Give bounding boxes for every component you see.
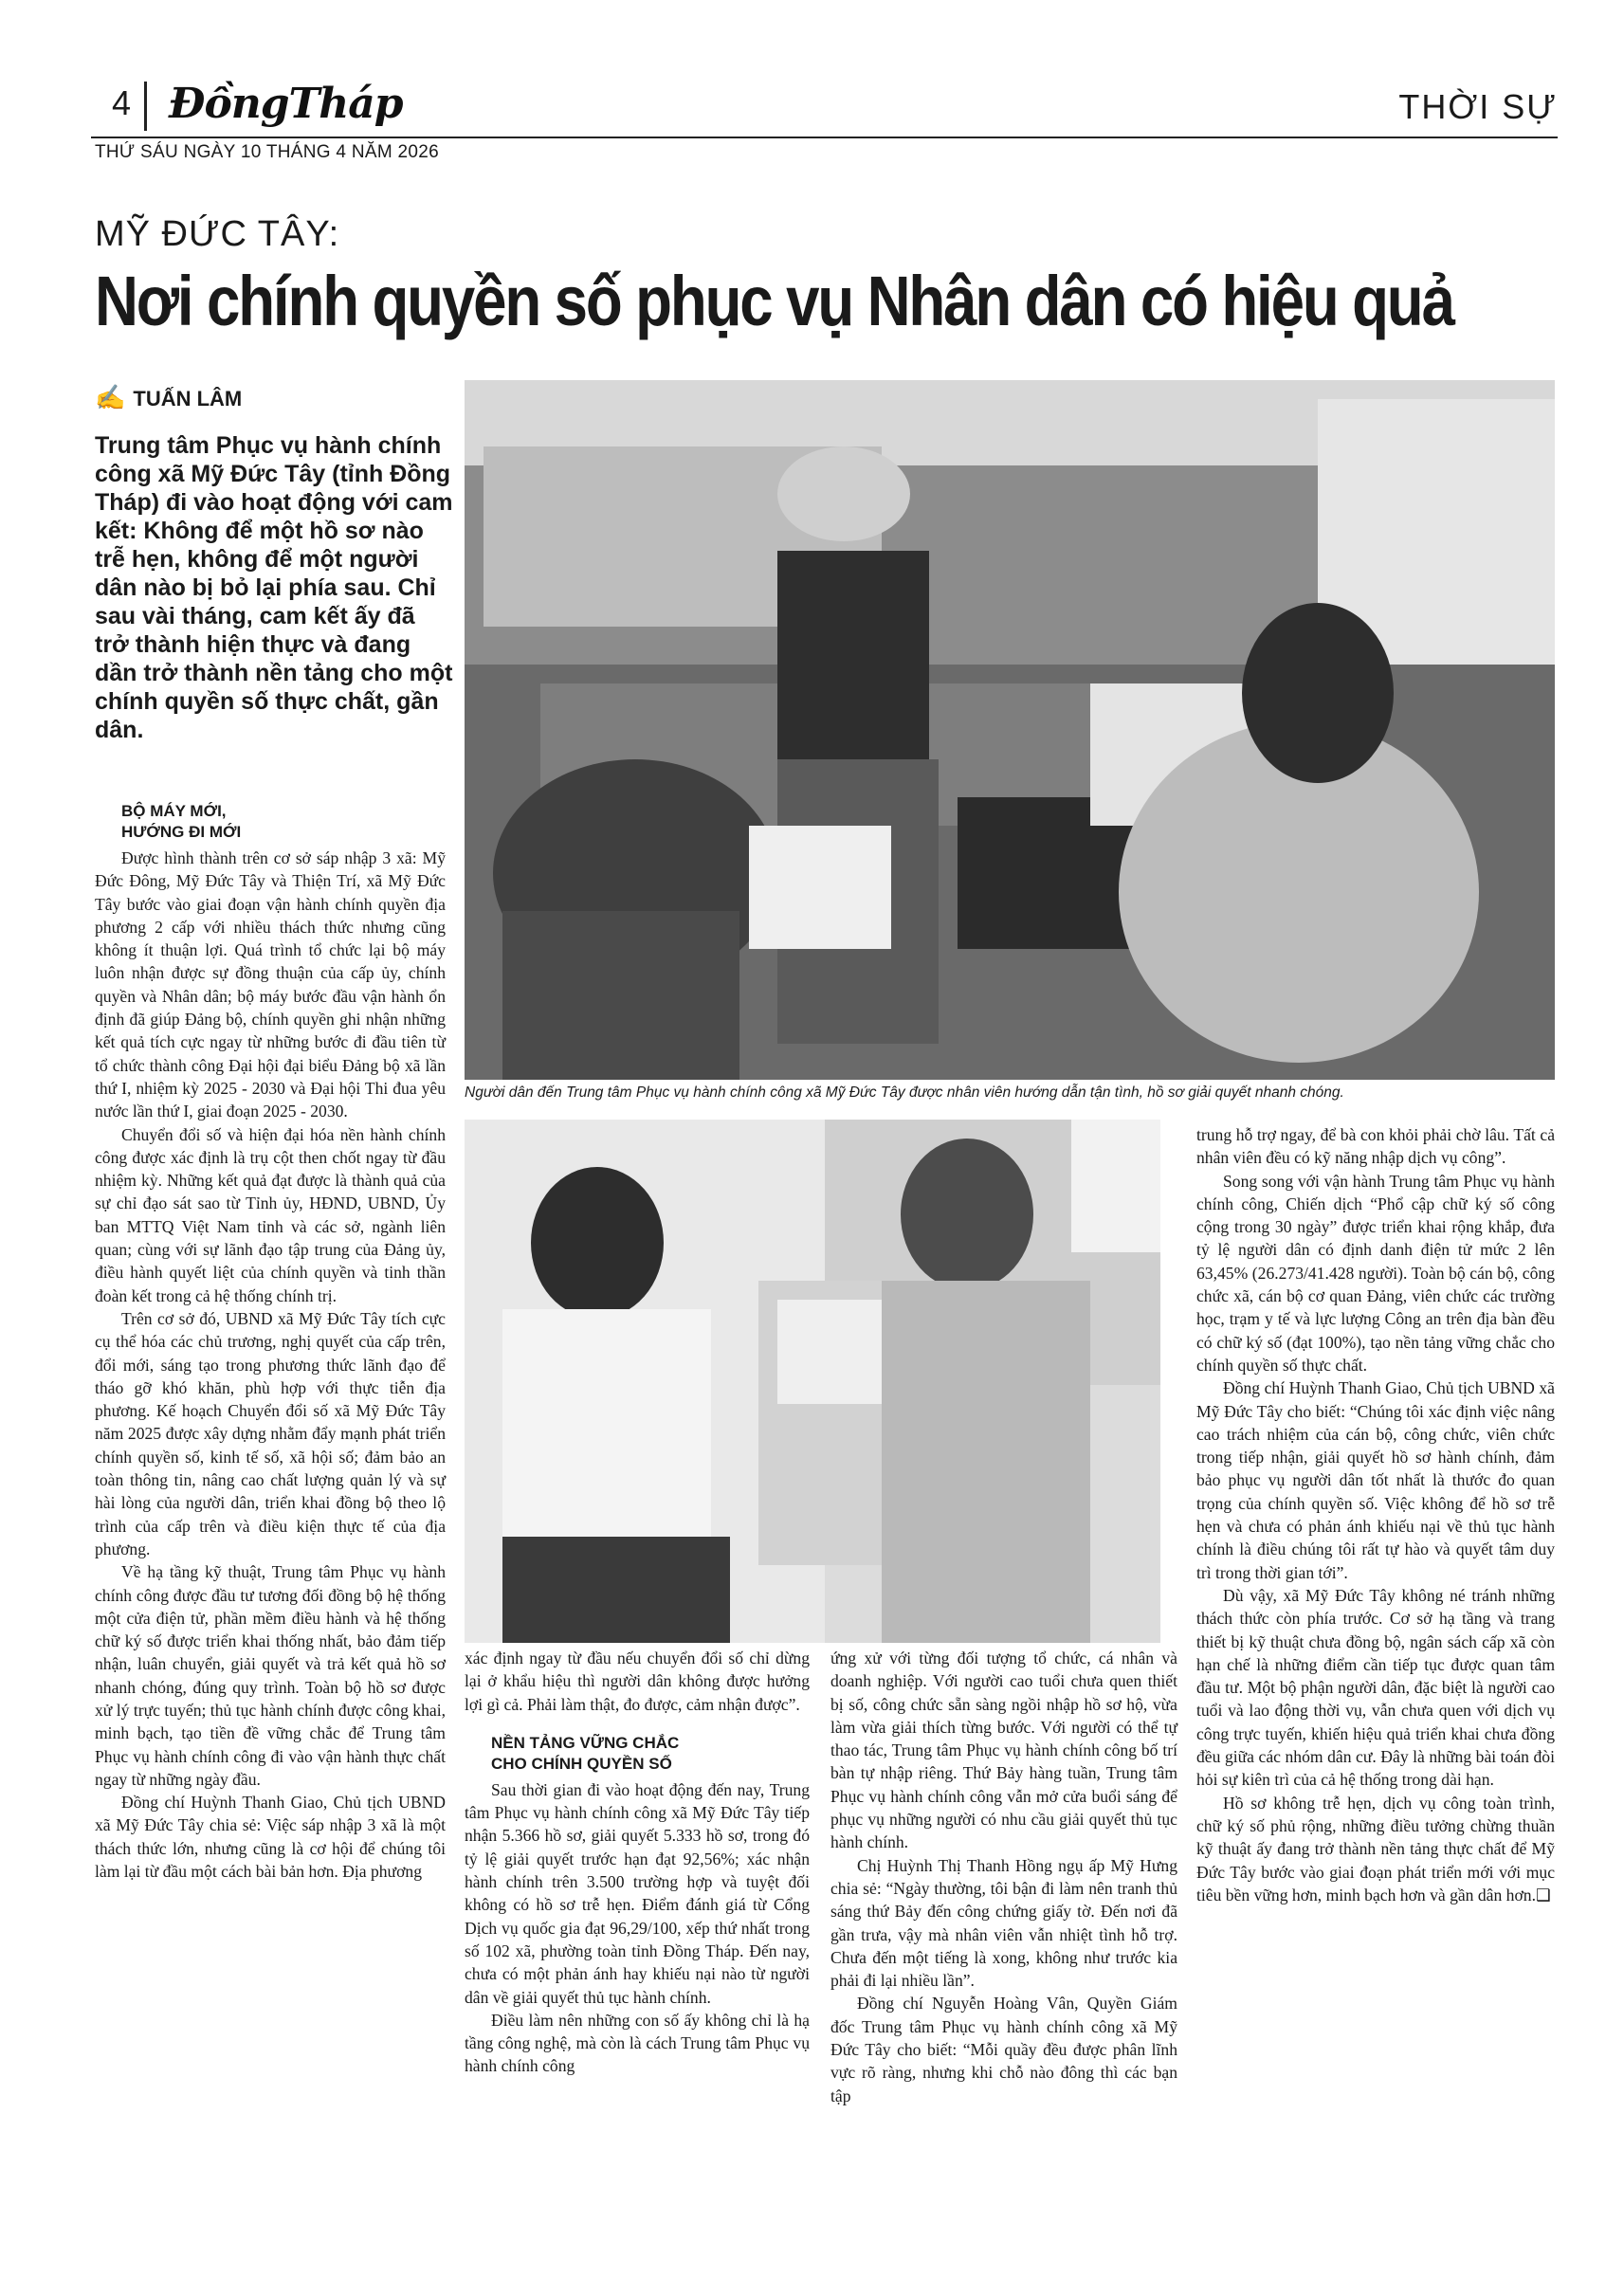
paragraph: trung hỗ trợ ngay, để bà con khỏi phải chờ lâu. Tất cả nhân viên đều có kỹ năng nhập dịch vụ công”. (1196, 1125, 1555, 1168)
photo-caption: Người dân đến Trung tâm Phục vụ hành chính công xã Mỹ Đức Tây được nhân viên hướng dẫn tận tình, hồ sơ giải quyết nhanh chóng. (465, 1084, 1344, 1101)
article-column-2 (465, 1647, 810, 2078)
paragraph: Hồ sơ không trễ hẹn, dịch vụ công toàn trình, chữ ký số phủ rộng, những điều tưởng chừng thuần kỹ thuật ấy đang trở thành nền tảng thực chất để Mỹ Đức Tây bước vào giai đoạn phát triển mới với mục tiêu bền vững hơn, minh bạch hơn và gần dân hơn.❑ (1196, 1793, 1555, 1904)
photo-service-counter-image (465, 380, 1555, 1080)
section-heading-1-line-2: HƯỚNG ĐI MỚI (121, 823, 242, 841)
photo-service-counter (465, 380, 1555, 1080)
paragraph: Đồng chí Huỳnh Thanh Giao, Chủ tịch UBND xã Mỹ Đức Tây cho biết: “Chúng tôi xác định việc nâng cao trách nhiệm của cán bộ, công chức, viên chức trong tiếp nhận, giải quyết hồ sơ hành chính, đảm bảo phục vụ người dân tốt nhất là thước đo quan trọng của chính quyền số. Việc không để hồ sơ trễ hẹn và chưa có phản ánh khiếu nại về thủ tục hành chính là điều chúng tôi rất tự hào và quyết tâm duy trì trong thời gian tới”. (1196, 1378, 1555, 1582)
article-sapo: Trung tâm Phục vụ hành chính công xã Mỹ Đức Tây (tỉnh Đồng Tháp) đi vào hoạt động với cam kết: Không để một hồ sơ nào trễ hẹn, không để một người dân nào bị bỏ lại phía sau. Chỉ sau vài tháng, cam kết ấy đã trở thành hiện thực và đang dần trở thành nền tảng cho một chính quyền số thực chất, gần dân. (95, 432, 453, 743)
paragraph: Điều làm nên những con số ấy không chỉ là hạ tầng công nghệ, mà còn là cách Trung tâm Phục vụ hành chính công (465, 2010, 810, 2076)
paragraph: xác định ngay từ đầu nếu chuyển đổi số chỉ dừng lại ở khẩu hiệu thì người dân không được hưởng lợi gì cả. Phải làm thật, đo được, cảm nhận được”. (465, 1649, 810, 1714)
article-column-3 (830, 1647, 1177, 2107)
paragraph: Chuyển đổi số và hiện đại hóa nền hành chính công được xác định là trụ cột then chốt ngay từ đầu nhiệm kỳ. Những kết quả đạt được là thành quả của sự chỉ đạo sát sao từ Tỉnh ủy, HĐND, UBND, Ủy ban MTTQ Việt Nam tỉnh và các sở, ngành liên quan; cùng với sự lãnh đạo tập trung của Đảng ủy, điều hành quyết liệt của chính quyền và tinh thần đoàn kết trong cả hệ thống chính trị. (95, 1124, 446, 1305)
paragraph: Đồng chí Nguyễn Hoàng Vân, Quyền Giám đốc Trung tâm Phục vụ hành chính công xã Mỹ Đức Tây cho biết: “Mỗi quầy đều được phân lĩnh vực rõ ràng, nhưng khi chỗ nào đông thì các bạn tập (830, 1994, 1177, 2105)
paragraph: Sau thời gian đi vào hoạt động đến nay, Trung tâm Phục vụ hành chính công xã Mỹ Đức Tây tiếp nhận 5.366 hồ sơ, giải quyết 5.333 hồ sơ, trong đó tỷ lệ giải quyết trước hạn đạt 92,56%; xác nhận hành chính trên 3.500 trường hợp và tuyệt đối không có hồ sơ trễ hẹn. Điểm đánh giá từ Cổng Dịch vụ quốc gia đạt 96,29/100, xếp thứ nhất trong số 102 xã, phường toàn tỉnh Đồng Tháp. Đến nay, chưa có một phản ánh hay khiếu nại nào từ người dân về giải quyết thủ tục hành chính. (465, 1779, 810, 2007)
paragraph: Về hạ tầng kỹ thuật, Trung tâm Phục vụ hành chính công được đầu tư tương đối đồng bộ hệ thống một cửa điện tử, phần mềm điều hành và hệ thống chữ ký số được triển khai thống nhất, bảo đảm tiếp nhận, luân chuyển, giải quyết và trả kết quả hồ sơ nhanh chóng, đúng quy trình. Toàn bộ hồ sơ được xử lý trực tuyến; thủ tục hành chính được công khai, minh bạch, tạo tiền đề vững chắc để Trung tâm Phục vụ hành chính công đi vào vận hành thực chất ngay từ những ngày đầu. (95, 1562, 446, 1789)
section-heading-2 (491, 1733, 810, 1775)
paragraph: ứng xử với từng đối tượng tổ chức, cá nhân và doanh nghiệp. Với người cao tuổi chưa quen thiết bị số, công chức sẵn sàng ngồi nhập hồ sơ hộ, vừa làm vừa giải thích từng bước. Với người có thể tự thao tác, Trung tâm Phục vụ hành chính công bố trí bàn tự nhập riêng. Thứ Bảy hàng tuần, Trung tâm Phục vụ hành chính công vẫn mở cửa buổi sáng để phục vụ những người có nhu cầu giải quyết thủ tục hành chính. (830, 1649, 1177, 1852)
masthead-logo: ĐồngTháp (169, 80, 403, 128)
section-heading-1 (121, 801, 446, 843)
byline (95, 383, 242, 412)
paragraph: Song song với vận hành Trung tâm Phục vụ hành chính công, Chiến dịch “Phổ cập chữ ký số công cộng trong 30 ngày” được triển khai rộng khắp, đưa tỷ lệ người dân có định danh điện tử mức 2 lên 63,45% (26.273/41.428 người). Toàn bộ cán bộ, công chức xã, cán bộ cơ quan Đảng, viên chức các trường học, trạm y tế và lực lượng Công an trên địa bàn đều có chữ ký số (đạt 100%), tạo nền tảng vững chắc cho chính quyền số thực chất. (1196, 1171, 1555, 1375)
page-number: 4 (112, 83, 132, 122)
dateline: THỨ SÁU NGÀY 10 THÁNG 4 NĂM 2026 (95, 142, 440, 162)
article-column-4 (1196, 1123, 1555, 1906)
paragraph: Chị Huỳnh Thị Thanh Hồng ngụ ấp Mỹ Hưng chia sẻ: “Ngày thường, tôi bận đi làm nên tranh thủ sáng thứ Bảy đến công chứng giấy tờ. Đến nơi đã gần trưa, vậy mà nhân viên vẫn nhiệt tình hỗ trợ. Chưa đến một tiếng là xong, không như trước kia phải đi lại nhiều lần”. (830, 1855, 1177, 1991)
paragraph: Đồng chí Huỳnh Thanh Giao, Chủ tịch UBND xã Mỹ Đức Tây chia sẻ: Việc sáp nhập 3 xã là một thách thức lớn, nhưng cũng là cơ hội để chúng tôi làm lại từ đầu một cách bài bản hơn. Địa phương (95, 1793, 446, 1882)
photo-kiosk (465, 1120, 1160, 1643)
section-heading-2-line-2: CHO CHÍNH QUYỀN SỐ (491, 1754, 672, 1773)
paragraph: Dù vậy, xã Mỹ Đức Tây không né tránh những thách thức còn phía trước. Cơ sở hạ tầng và trang thiết bị kỹ thuật chưa đồng bộ, ngân sách cấp xã còn hạn chế là những điểm cần tiếp tục được quan tâm đầu tư. Một bộ phận người dân, đặc biệt là người cao tuổi và lao động thời vụ, vẫn chưa quen với dịch vụ công trực tuyến, khiến hiệu quả triển khai chưa đồng đều giữa các nhóm dân cư. Đây là những bài toán đòi hỏi sự kiên trì của cả hệ thống trong dài hạn. (1196, 1585, 1555, 1790)
header-divider (144, 82, 147, 131)
paragraph: Trên cơ sở đó, UBND xã Mỹ Đức Tây tích cực cụ thể hóa các chủ trương, nghị quyết của cấp trên, đổi mới, sáng tạo trong phương thức lãnh đạo để tháo gỡ khó khăn, phù hợp với thực tiễn địa phương. Kế hoạch Chuyển đổi số xã Mỹ Đức Tây năm 2025 được xây dựng nhằm đẩy mạnh phát triển chính quyền số, kinh tế số, xã hội số; đảm bảo an toàn thông tin, nâng cao chất lượng quản lý và sự hài lòng của người dân, triển khai đồng bộ theo lộ trình của cấp trên và điều kiện thực tế của địa phương. (95, 1308, 446, 1558)
article-kicker: MỸ ĐỨC TÂY: (95, 214, 340, 254)
section-heading-2-line-1: NỀN TẢNG VỮNG CHẮC (491, 1733, 680, 1752)
pen-icon: ✍ (95, 383, 126, 411)
section-label: THỜI SỰ (1398, 87, 1558, 126)
section-heading-1-line-1: BỘ MÁY MỚI, (121, 802, 227, 820)
article-headline: Nơi chính quyền số phục vụ Nhân dân có hiệu quả (95, 262, 1453, 340)
header-rule (91, 137, 1558, 138)
photo-kiosk-image (465, 1120, 1160, 1643)
paragraph: Được hình thành trên cơ sở sáp nhập 3 xã: Mỹ Đức Đông, Mỹ Đức Tây và Thiện Trí, xã Mỹ Đức Tây bước vào giai đoạn vận hành chính quyền địa phương 2 cấp với nhiều thách thức nhưng cũng không ít thuận lợi. Quá trình tổ chức lại bộ máy luôn nhận được sự đồng thuận của cấp ủy, chính quyền và Nhân dân; bộ máy bước đầu vận hành ổn định đã giúp Đảng bộ, chính quyền ghi nhận những kết quả tích cực ngay từ những bước đi đầu tiên từ tổ chức thành công Đại hội đại biểu Đảng bộ xã lần thứ I, nhiệm kỳ 2025 - 2030 và Đại hội Thi đua yêu nước lần thứ I, giai đoạn 2025 - 2030. (95, 848, 446, 1121)
byline-author: TUẤN LÂM (133, 387, 243, 410)
article-column-1 (95, 801, 446, 1883)
